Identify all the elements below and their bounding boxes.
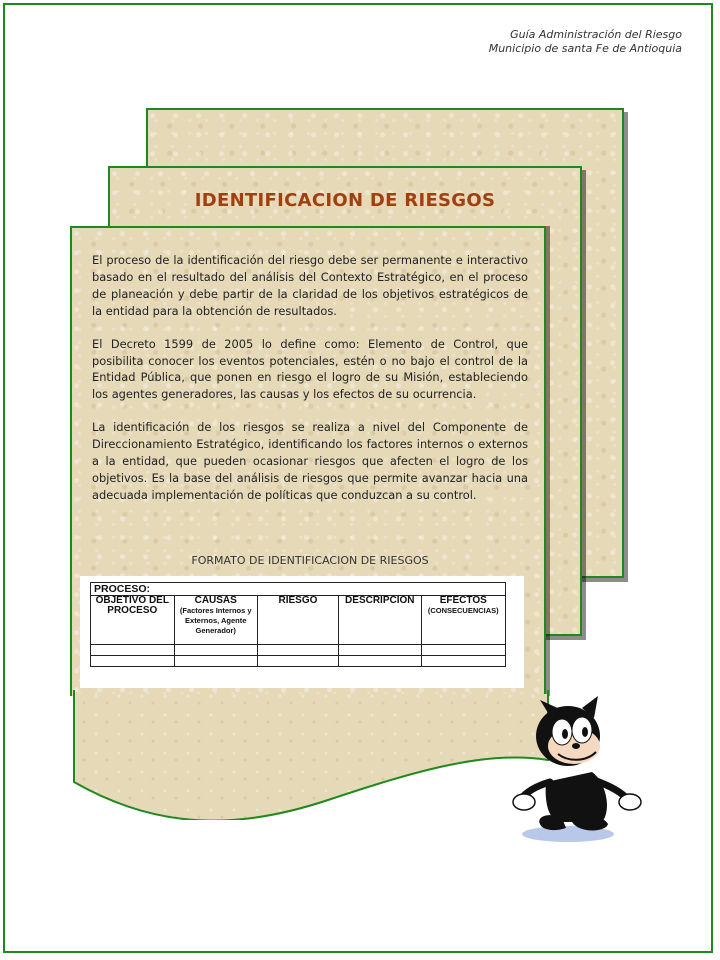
paper-wavy-edge xyxy=(68,690,550,820)
table-header-effects-sub: (CONSECUENCIAS) xyxy=(427,606,499,615)
table-header-causes xyxy=(174,596,257,645)
risk-identification-table xyxy=(90,582,506,667)
document-header xyxy=(489,28,682,56)
table-header-effects xyxy=(421,596,505,645)
table-header-effects-label: EFECTOS xyxy=(439,595,487,606)
table-header-causes-label: CAUSAS xyxy=(194,595,237,606)
table-process-label: PROCESO: xyxy=(91,583,506,596)
cartoon-cat-icon xyxy=(510,696,660,848)
table-row xyxy=(91,645,506,656)
header-municipality: Municipio de santa Fe de Antioquia xyxy=(488,42,682,55)
table-header-risk: RIESGO xyxy=(257,596,338,645)
header-guide-title: Guía Administración del Riesgo xyxy=(510,28,682,41)
table-header-causes-sub: (Factores Internos y Externos, Agente Generador) xyxy=(179,606,252,635)
format-caption: FORMATO DE IDENTIFICACION DE RIESGOS xyxy=(191,554,429,567)
table-header-description: DESCRIPCION xyxy=(339,596,421,645)
page-title: IDENTIFICACION DE RIESGOS xyxy=(194,190,496,211)
paragraph-decree: El Decreto 1599 de 2005 lo define como: Elemento de Control, que posibilita conocer los eventos potenciales, estén o no bajo el control de la Entidad Pública, que ponen en riesgo el logro de su Misión, estableciendo los agentes generadores, las causas y los efectos de su ocurrencia. xyxy=(92,336,528,402)
paragraph-identification: La identificación de los riesgos se realiza a nivel del Componente de Direccionamiento Estratégico, identificando los factores internos o externos a la entidad, que pueden ocasionar riesgos que afecten el logro de los objetivos. Es la base del análisis de riesgos que permite avanzar hacia una adecuada implementación de políticas que conduzcan a su control. xyxy=(92,420,528,502)
paragraph-intro: El proceso de la identificación del riesgo debe ser permanente e interactivo basado en el resultado del análisis del Contexto Estratégico, en el proceso de planeación y debe partir de la claridad de los objetivos estratégicos de la entidad para la obtención de resultados. xyxy=(92,253,528,318)
table-header-objective: OBJETIVO DEL PROCESO xyxy=(91,596,175,645)
table-row xyxy=(91,656,506,667)
format-table-image xyxy=(80,576,524,688)
body-text xyxy=(92,252,528,520)
